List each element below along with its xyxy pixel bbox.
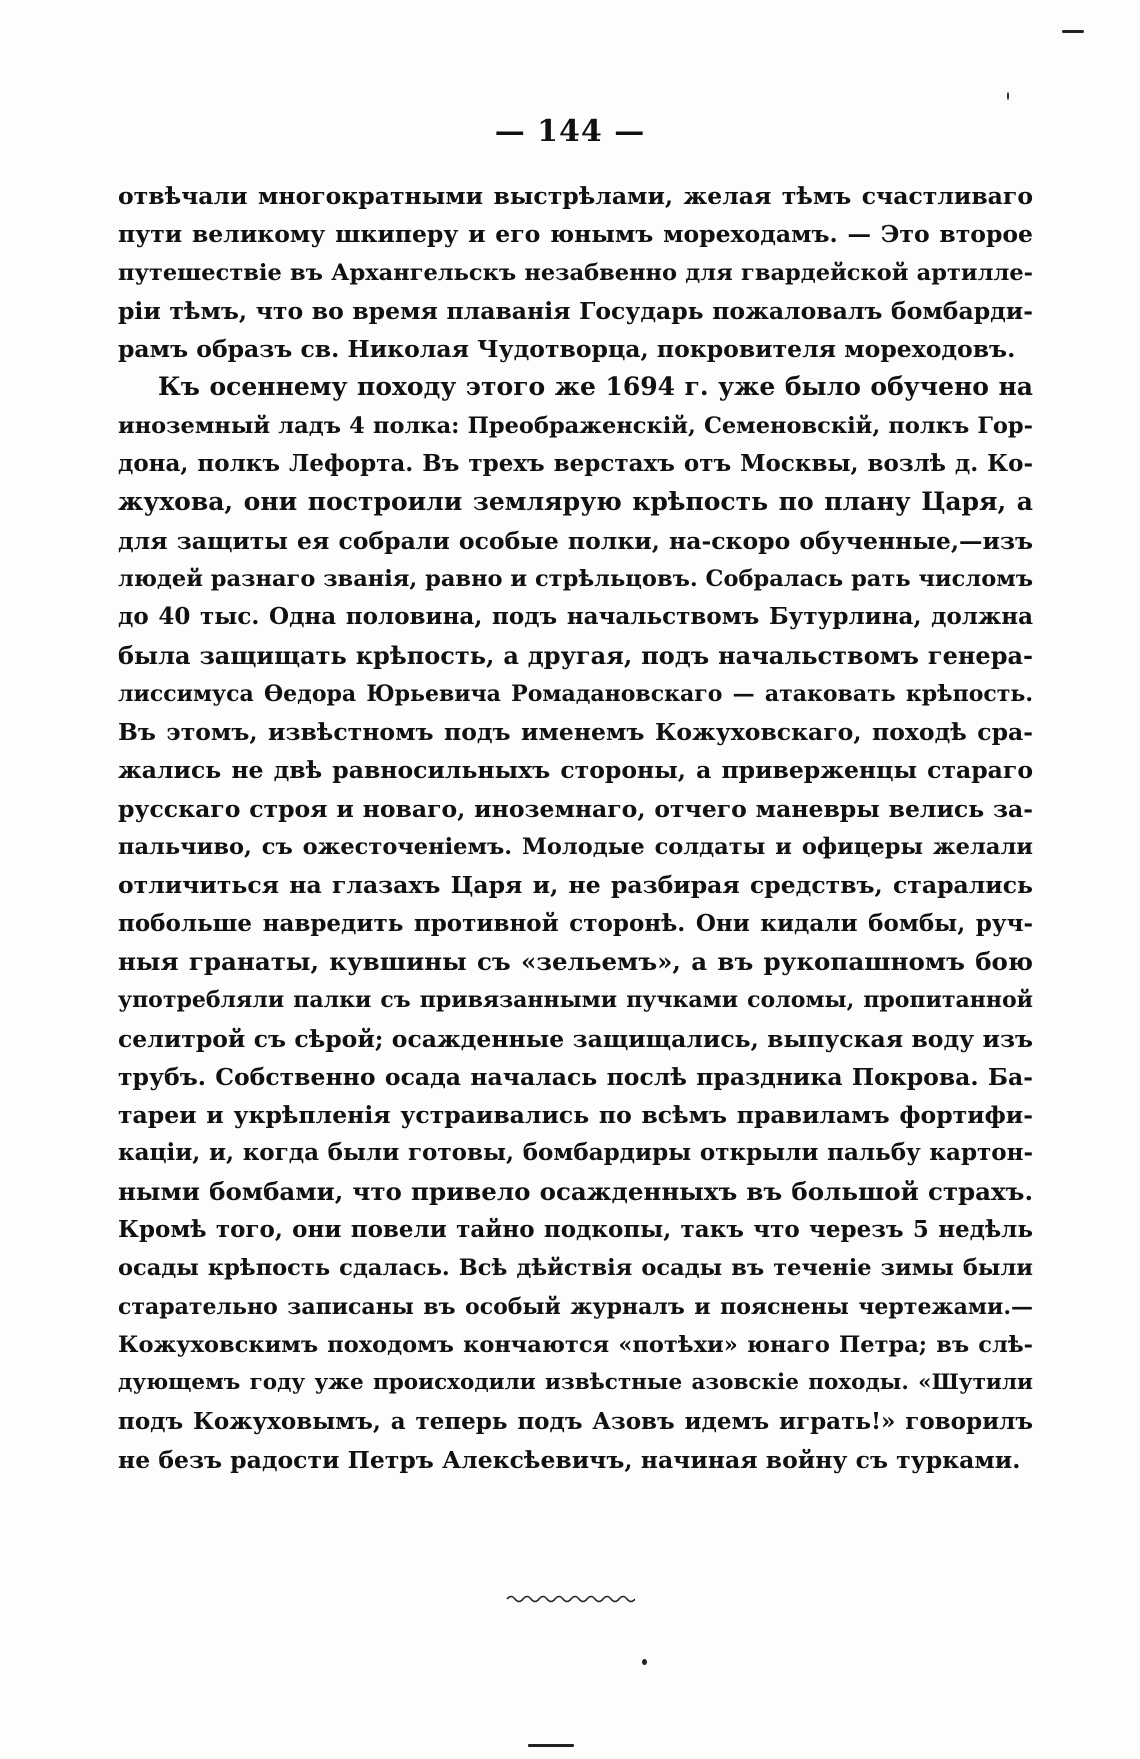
text-line: жались не двѣ равносильныхъ стороны, а приверженцы стараго — [118, 756, 1033, 785]
text-line: пути великому шкиперу и его юнымъ мореходамъ. — Это второе — [118, 220, 1033, 249]
text-line: для защиты ея собрали особые полки, на-скоро обученные,—изъ — [118, 526, 1033, 555]
print-speck — [642, 1659, 647, 1665]
paragraph-2 — [118, 368, 1033, 1479]
text-line: дона, полкъ Лефорта. Въ трехъ верстахъ отъ Москвы, возлѣ д. Ко- — [118, 450, 1033, 478]
text-line: путешествіе въ Архангельскъ незабвенно для гвардейской артилле- — [118, 259, 1033, 286]
text-line: рамъ образъ св. Николая Чудотворца, покровителя мореходовъ. — [118, 335, 1016, 364]
text-line: тареи и укрѣпленія устраивались по всѣмъ правиламъ фортифи- — [118, 1101, 1033, 1130]
text-line: трубъ. Собственно осада началась послѣ праздника Покрова. Ба- — [118, 1062, 1033, 1091]
wavy-ornament-divider — [505, 1592, 635, 1606]
text-line: осады крѣпость сдалась. Всѣ дѣйствія осады въ теченіе зимы были — [118, 1255, 1033, 1282]
page-number: — 144 — — [494, 114, 646, 149]
text-line: не безъ радости Петръ Алексѣевичъ, начиная войну съ турками. — [118, 1445, 1021, 1474]
text-line: русскаго строя и новаго, иноземнаго, отчего маневры велись за- — [118, 794, 1033, 823]
text-line: пальчиво, съ ожесточеніемъ. Молодые солдаты и офицеры желали — [118, 834, 1033, 861]
text-line: была защищать крѣпость, а другая, подъ начальствомъ генера- — [118, 640, 1033, 670]
text-line: употребляли палки съ привязанными пучками соломы, пропитанной — [118, 987, 1033, 1014]
text-line: Къ осеннему походу этого же 1694 г. уже было обучено на — [158, 372, 1033, 402]
text-line: людей разнаго званія, равно и стрѣльцовъ. Собралась рать числомъ — [118, 565, 1033, 592]
print-speck — [1062, 30, 1084, 33]
body-text — [118, 177, 1033, 1479]
text-line: подъ Кожуховымъ, а теперь подъ Азовъ идемъ играть!» говорилъ — [118, 1407, 1033, 1435]
text-line: селитрой съ сѣрой; осажденные защищались, выпуская воду изъ — [118, 1024, 1033, 1053]
text-line: лиссимуса Ѳедора Юрьевича Ромадановскаго — атаковать крѣпость. — [118, 680, 1033, 707]
text-line: отвѣчали многократными выстрѣлами, желая тѣмъ счастливаго — [118, 182, 1033, 210]
text-line: старательно записаны въ особый журналъ и пояснены чертежами.— — [118, 1293, 1033, 1320]
text-line: отличиться на глазахъ Царя и, не разбирая средствъ, старались — [118, 871, 1033, 900]
print-speck — [1007, 92, 1009, 100]
text-line: до 40 тыс. Одна половина, подъ начальствомъ Бутурлина, должна — [118, 603, 1033, 631]
text-line: дующемъ году уже происходили извѣстные азовскіе походы. «Шутили — [118, 1370, 1033, 1396]
text-line: Кожуховскимъ походомъ кончаются «потѣхи» юнаго Петра; въ слѣ- — [118, 1331, 1033, 1358]
print-speck — [528, 1744, 574, 1747]
text-line: ными бомбами, что привело осажденныхъ въ большой страхъ. — [118, 1176, 1033, 1206]
text-line: ріи тѣмъ, что во время плаванія Государь пожаловалъ бомбарди- — [118, 296, 1033, 325]
text-line: жухова, они построили землярую крѣпость по плану Царя, а — [118, 487, 1033, 517]
text-line: иноземный ладъ 4 полка: Преображенскій, Семеновскій, полкъ Гор- — [118, 412, 1033, 439]
paragraph-1 — [118, 177, 1033, 368]
text-line: ныя гранаты, кувшины съ «зельемъ», а въ рукопашномъ бою — [118, 946, 1033, 976]
text-line: Кромѣ того, они повели тайно подкопы, такъ что черезъ 5 недѣль — [118, 1216, 1033, 1244]
text-line: каціи, и, когда были готовы, бомбардиры открыли пальбу картон- — [118, 1139, 1033, 1167]
text-line: Въ этомъ, извѣстномъ подъ именемъ Кожуховскаго, походѣ сра- — [118, 718, 1033, 747]
text-line: побольше навредить противной сторонѣ. Они кидали бомбы, руч- — [118, 909, 1033, 937]
